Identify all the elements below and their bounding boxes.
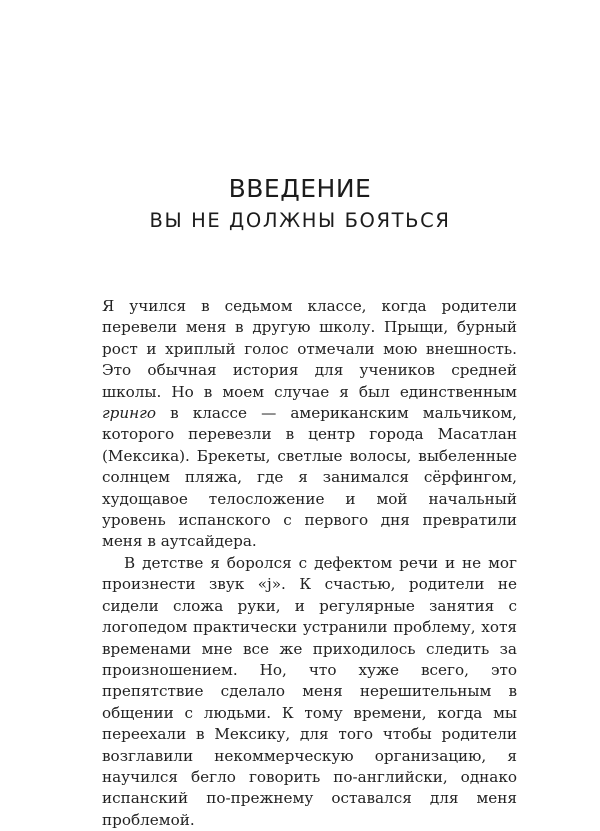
paragraph-2: В детстве я боролся с дефектом речи и не мог произнести звук «j». К счастью, родители не сидели сложа руки, и регулярные занятия с логопедом практически устранили проблему, хотя временами мне все же приходилось следить за произношением. Но, что хуже всего, это препятствие сделало меня нерешительным в общении с людьми. К тому времени, когда мы переехали в Мексику, для того чтобы родители возглавили некоммерческую организацию, я научился бегло говорить по-английски, однако испанский по-прежнему оставался для меня проблемой. xyxy=(102,553,517,829)
italic-word: гринго xyxy=(102,404,157,423)
paragraph-1-part-1: Я учился в седьмом классе, когда родители перевели меня в другую школу. Прыщи, бурный рост и хриплый голос отмечали мою внешность. Это обычная история для учеников средней школы. Но в моем случае я был единственным xyxy=(102,297,517,401)
paragraph-1 xyxy=(102,296,517,553)
body-text xyxy=(102,296,517,831)
chapter-subtitle: ВЫ НЕ ДОЛЖНЫ БОЯТЬСЯ xyxy=(149,209,451,232)
paragraph-1-part-2: в классе — американским мальчиком, которого перевезли в центр города Масатлан (Мексика). Брекеты, светлые волосы, выбеленные солнцем пляжа, где я занимался сёрфингом, худощавое телосложение и мой начальный уровень испанского с первого дня превратили меня в аутсайдера. xyxy=(102,404,517,551)
chapter-title: ВВЕДЕНИЕ xyxy=(228,174,372,203)
